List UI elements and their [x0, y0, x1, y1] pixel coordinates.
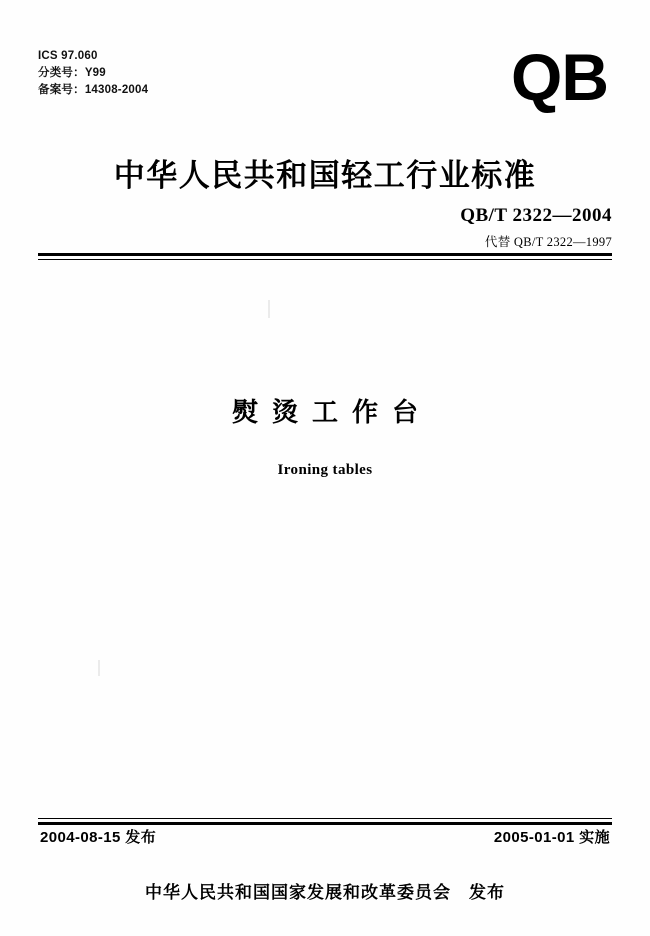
publisher-name: 中华人民共和国国家发展和改革委员会: [145, 883, 451, 902]
divider-bottom-thin: [38, 818, 612, 819]
classification-value: Y99: [84, 67, 106, 79]
scan-artifact: [268, 300, 270, 318]
classification-line: [38, 65, 148, 82]
document-title-cn: 熨烫工作台: [231, 398, 432, 427]
divider-top-thin: [38, 259, 612, 260]
record-value: 14308-2004: [84, 84, 149, 96]
record-line: [38, 82, 148, 99]
standard-replaces: 代替 QB/T 2322—1997: [484, 235, 612, 249]
divider-bottom-thick: [38, 822, 612, 825]
record-label: 备案号：: [38, 84, 85, 96]
ics-info-block: [38, 48, 148, 99]
publish-word: 发布: [469, 883, 505, 902]
qb-logo: QB: [511, 40, 608, 114]
scan-artifact: [98, 660, 100, 676]
ics-code: ICS 97.060: [38, 50, 98, 62]
effective-date: 2005-01-01 实施: [493, 829, 610, 846]
standard-number: QB/T 2322—2004: [460, 205, 612, 226]
classification-label: 分类号：: [38, 67, 85, 79]
issue-date: 2004-08-15 发布: [40, 829, 157, 846]
divider-top-thick: [38, 253, 612, 256]
header-block: [38, 40, 612, 128]
standard-number-block: [460, 205, 612, 250]
publisher-line: [0, 878, 650, 903]
page-title: 中华人民共和国轻工行业标准: [113, 158, 537, 193]
document-title-en: Ironing tables: [277, 462, 373, 478]
